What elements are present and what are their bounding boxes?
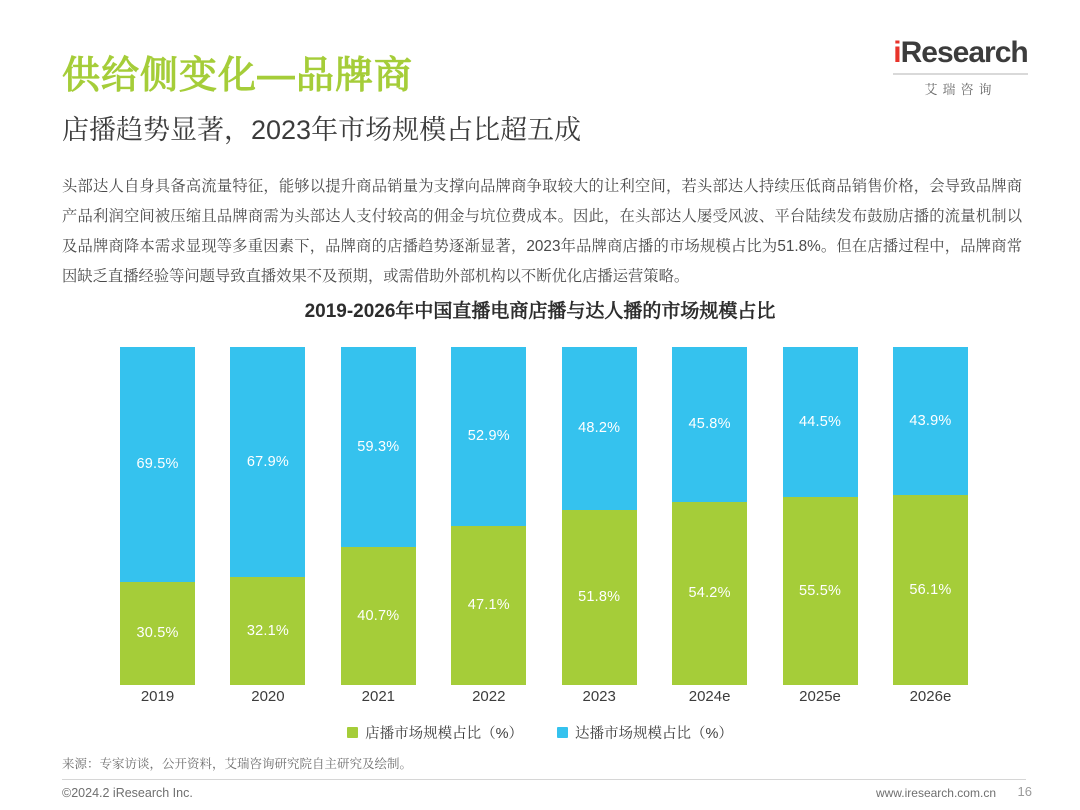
footer-divider [62,779,1026,780]
bar-segment-dianbo [120,582,195,685]
bar-label-dianbo: 54.2% [688,585,731,602]
logo-research-text: Research [900,36,1028,69]
bar-segment-daren [341,347,416,547]
bar-label-dianbo: 51.8% [578,589,621,606]
bar-label-daren: 69.5% [136,456,179,473]
legend-label: 店播市场规模占比（%） [365,726,523,742]
x-axis-tick: 2022 [472,688,506,705]
bar-label-daren: 67.9% [246,453,289,470]
chart-title: 2019-2026年中国直播电商店播与达人播的市场规模占比 [304,301,776,322]
bar-segment-daren [672,347,747,502]
x-axis-tick: 2024e [688,688,731,705]
bar-label-dianbo: 56.1% [909,582,952,599]
bar-segment-daren [120,347,195,582]
bar-segment-daren [783,347,858,497]
bar-segment-dianbo [341,547,416,685]
legend-item-daren [557,722,733,743]
bar-column [120,347,195,685]
body-paragraph: 头部达人自身具备高流量特征，能够以提升商品销量为支撑向品牌商争取较大的让利空间，若头部达人持续压低商品销售价格，会导致品牌商产品利润空间被压缩且品牌商需为头部达人支付较高的佣金与坑位费成本。因此，在头部达人屡受风波、平台陆续发布鼓励店播的流量机制以及品牌商降本需求显现等多重因素下，品牌商的店播趋势逐渐显著，2023年品牌商店播的市场规模占比为51.8%。但在店播过程中，品牌商常因缺乏直播经验等问题导致直播效果不及预期，或需借助外部机构以不断优化店播运营策略。 [62,178,1022,285]
page-title: 供给侧变化—品牌商 [62,55,414,97]
bar-label-daren: 59.3% [357,439,400,456]
source-note: 来源：专家访谈，公开资料，艾瑞咨询研究院自主研究及绘制。 [62,757,413,771]
bar-label-daren: 44.5% [798,414,842,431]
website-text: www.iresearch.com.cn [875,786,996,800]
bar-segment-daren [230,347,305,577]
bar-column [341,347,416,685]
bar-column [562,347,637,685]
bar-column [230,347,305,685]
page-number: 16 [1017,784,1032,799]
bar-segment-daren [893,347,968,495]
bar-segment-dianbo [672,502,747,685]
bar-label-daren: 48.2% [578,420,621,437]
bar-segment-daren [562,347,637,510]
legend-label: 达播市场规模占比（%） [575,726,733,742]
x-axis-tick: 2023 [582,688,616,705]
bar-segment-dianbo [562,510,637,685]
bar-column [451,347,526,685]
x-axis-tick: 2021 [361,688,396,705]
bar-segment-dianbo [451,526,526,685]
logo-divider [893,73,1028,75]
x-axis-labels [120,688,968,705]
bar-label-daren: 45.8% [688,416,731,433]
bar-label-daren: 43.9% [909,413,952,430]
bar-label-daren: 52.9% [467,428,510,445]
bar-segment-dianbo [893,495,968,685]
bar-group [120,347,968,685]
x-axis-tick: 2025e [799,688,841,705]
bar-segment-dianbo [230,577,305,685]
bar-label-dianbo: 47.1% [467,597,510,614]
bar-segment-daren [451,347,526,526]
bar-label-dianbo: 30.5% [136,625,179,642]
x-axis-tick: 2020 [251,688,285,705]
legend-swatch-icon [347,727,358,738]
copyright-text: ©2024.2 iResearch Inc. [62,786,193,800]
logo-i-letter: i [893,36,901,69]
bar-column [672,347,747,685]
bar-label-dianbo: 55.5% [798,583,842,600]
x-axis-tick: 2026e [909,688,952,705]
bar-segment-dianbo [783,497,858,685]
chart-legend [0,722,1080,743]
iresearch-logo [893,36,1028,98]
bar-label-dianbo: 32.1% [246,622,289,639]
legend-item-dianbo [347,722,523,743]
stacked-bar-chart [120,347,968,685]
logo-chinese-name: 艾瑞咨询 [924,82,997,97]
bar-column [783,347,858,685]
logo-wordmark [893,36,1028,70]
x-axis-tick: 2019 [140,688,175,705]
bar-column [893,347,968,685]
legend-swatch-icon [557,727,568,738]
bar-label-dianbo: 40.7% [357,608,400,625]
page-subtitle: 店播趋势显著，2023年市场规模占比超五成 [62,115,582,145]
